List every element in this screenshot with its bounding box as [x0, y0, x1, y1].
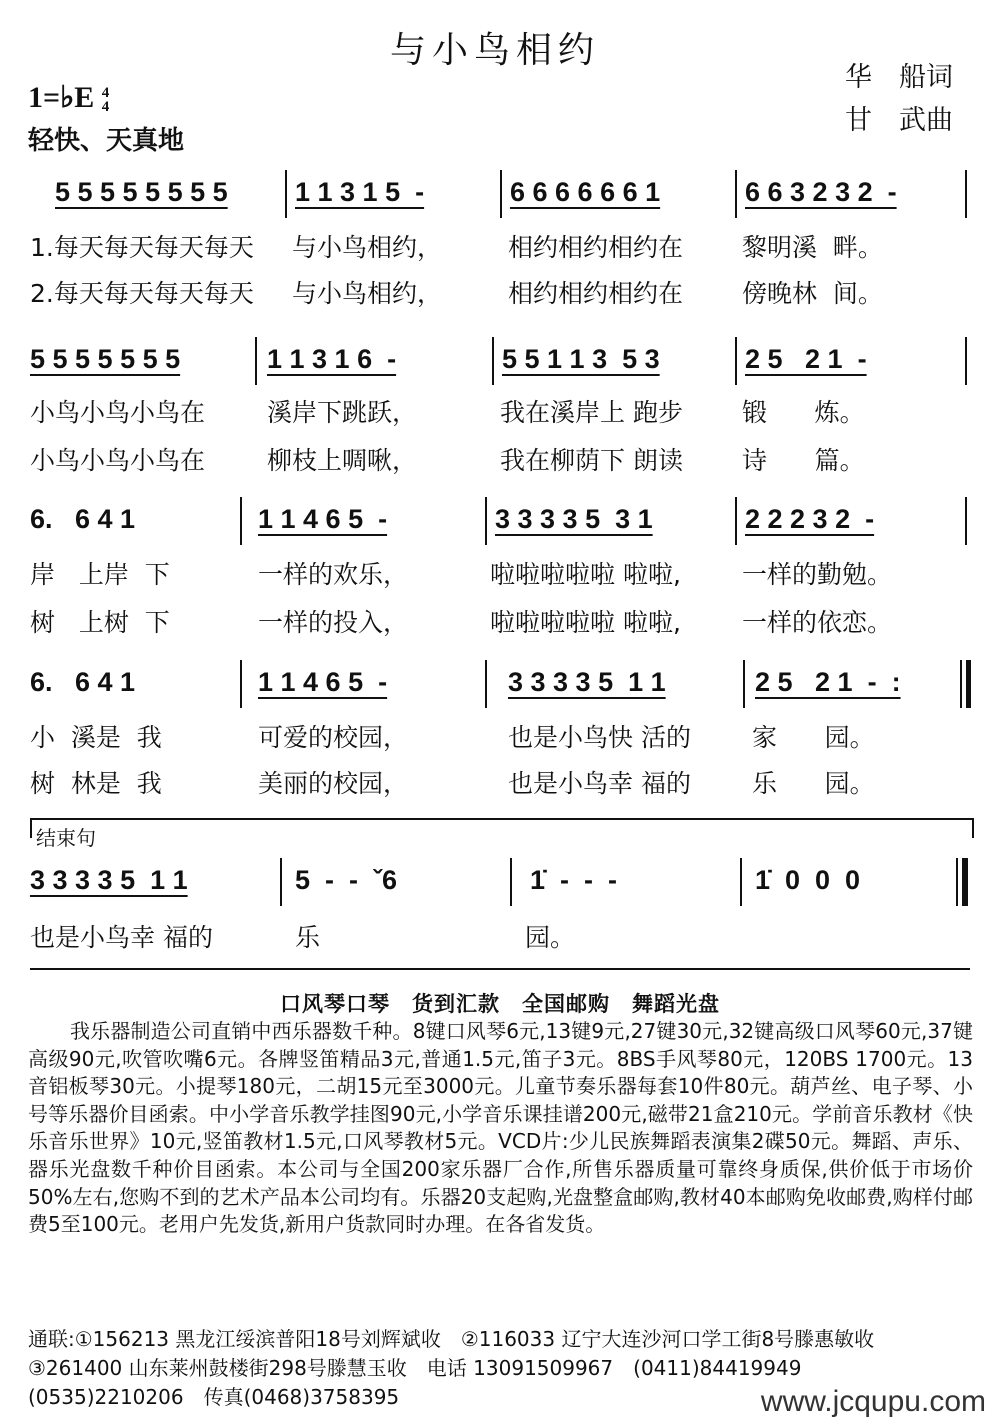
lyric: 锻 炼。 — [742, 398, 865, 427]
tempo-marking: 轻快、天真地 — [28, 126, 185, 156]
key-signature — [28, 80, 109, 115]
measure: 1̇ 0 0 0 — [755, 865, 861, 895]
lyric: 可爱的校园， — [258, 723, 409, 752]
measure: 1̇ - - - — [530, 865, 617, 895]
lyric: 2.每天每天每天每天 — [30, 279, 254, 308]
bar-line — [500, 170, 502, 218]
lyric: 我在溪岸上 跑步 — [500, 398, 683, 427]
watermark: www.jcqupu.com — [760, 1385, 986, 1418]
lyric: 乐 园。 — [752, 769, 875, 798]
repeat-bar-line — [960, 660, 962, 708]
lyrics-verse-2 — [30, 274, 970, 314]
measure: 6 6 3 2 3 2 - — [745, 177, 897, 207]
lyric: 溪岸下跳跃， — [267, 398, 418, 427]
lyric: 家 园。 — [752, 723, 875, 752]
lyric: 黎明溪 畔。 — [742, 233, 883, 262]
lyric: 与小鸟相约， — [292, 233, 443, 262]
bar-line — [485, 497, 487, 545]
lyric: 树 上树 下 — [30, 608, 170, 637]
lyric: 美丽的校园， — [258, 769, 409, 798]
bar-line — [743, 660, 745, 708]
bar-line — [280, 858, 282, 906]
bar-line — [240, 497, 242, 545]
measure: 3 3 3 3 5 1 1 — [30, 865, 188, 895]
bar-line — [735, 170, 737, 218]
measure: 2 5 2 1 - — [745, 344, 867, 374]
composer-credit: 甘 武曲 — [845, 105, 953, 136]
ad-contact: 通联:①156213 黑龙江绥滨普阳18号刘辉斌收 ②116033 辽宁大连沙河口学工街8号滕惠敏收 ③261400 山东莱州鼓楼街298号滕慧玉收 电话 13091509967 (0411)84419949 (0535)2210206 传真(0468)3758395 — [28, 1327, 895, 1409]
measure: 3 3 3 3 5 3 1 — [495, 504, 653, 534]
measure: 5 5 1 1 3 5 3 — [502, 344, 660, 374]
measure: 1 1 4 6 5 - — [258, 667, 388, 697]
ending-label: 结束句 — [36, 826, 96, 850]
repeat-bar-thick — [966, 660, 971, 708]
lyric: 一样的依恋。 — [742, 608, 893, 637]
lyric: 与小鸟相约， — [292, 279, 443, 308]
lyric: 相约相约相约在 — [508, 279, 684, 308]
lyric: 傍晚林 间。 — [742, 279, 883, 308]
time-bottom: 4 — [101, 99, 110, 116]
bar-line — [285, 170, 287, 218]
song-title: 与小鸟相约 — [390, 30, 601, 71]
measure: 5 5 5 5 5 5 5 — [30, 344, 181, 374]
lyric: 树 林是 我 — [30, 769, 162, 798]
measure: 3 3 3 3 5 1 1 — [508, 667, 666, 697]
measure: 6 6 6 6 6 6 1 — [510, 177, 661, 207]
measure: 2 5 2 1 - : — [755, 667, 901, 697]
measure: 2 2 2 3 2 - — [745, 504, 875, 534]
lyric: 乐 — [295, 923, 321, 952]
time-signature — [102, 86, 110, 114]
bar-line — [740, 858, 742, 906]
lyrics-verse-2 — [30, 441, 970, 481]
lyric: 小 溪是 我 — [30, 723, 162, 752]
measure: 1 1 3 1 6 - — [267, 344, 397, 374]
lyric: 园。 — [525, 923, 576, 952]
key: 1=♭E — [28, 81, 95, 114]
lyric: 一样的欢乐， — [258, 560, 409, 589]
lyrics-verse-1 — [30, 555, 970, 595]
lyricist-credit: 华 船词 — [845, 62, 953, 93]
bar-line — [510, 858, 512, 906]
lyric: 啦啦啦啦啦 啦啦, — [490, 608, 681, 637]
lyric: 岸 上岸 下 — [30, 560, 170, 589]
lyric: 也是小鸟幸 福的 — [508, 769, 691, 798]
bar-line — [255, 337, 257, 385]
measure: 1 1 3 1 5 - — [295, 177, 425, 207]
bar-line — [492, 337, 494, 385]
bar-line — [735, 497, 737, 545]
lyrics-verse-2 — [30, 764, 970, 804]
bar-line — [965, 170, 967, 218]
bar-line — [735, 337, 737, 385]
ad-title: 口风琴口琴 货到汇款 全国邮购 舞蹈光盘 — [280, 992, 720, 1016]
lyric: 小鸟小鸟小鸟在 — [30, 398, 206, 427]
lyric: 啦啦啦啦啦 啦啦, — [490, 560, 681, 589]
measure: 6. 6 4 1 — [30, 504, 136, 534]
bar-line — [485, 660, 487, 708]
lyric: 也是小鸟幸 福的 — [30, 923, 213, 952]
lyric: 诗 篇。 — [742, 446, 865, 475]
lyric: 相约相约相约在 — [508, 233, 684, 262]
lyrics-verse-1 — [30, 393, 970, 433]
lyric: 柳枝上啁啾， — [267, 446, 418, 475]
measure: 5 5 5 5 5 5 5 5 — [55, 177, 228, 207]
time-top: 4 — [101, 85, 110, 102]
ad-body: 我乐器制造公司直销中西乐器数千种。8键口风琴6元,13键9元,27键30元,32键高级口风琴60元,37键高级90元,吹管吹嘴6元。各牌竖笛精品3元,普通1.5元,笛子3元。8BS手风琴80元，120BS 1700元。13音铝板琴30元。小提琴180元，二胡15元至3000元。儿童节奏乐器每套10件80元。葫芦丝、电子琴、小号等乐器价目函索。中小学音乐教学挂图90元,小学音乐课挂谱200元,磁带21盒210元。学前音乐教材《快乐音乐世界》10元,竖笛教材1.5元,口风琴教材5元。VCD片:少儿民族舞蹈表演集2碟50元。舞蹈、声乐、器乐光盘数千种价目函索。本公司与全国200家乐器厂合作,所售乐器质量可靠终身质保,供价低于市场价50%左右,您购不到的艺术产品本公司均有。乐器20支起购,光盘整盒邮购,教材40本邮购免收邮费,购样付邮费5至100元。老用户先发货,新用户货款同时办理。在各省发货。 — [28, 1019, 973, 1237]
bar-line — [965, 337, 967, 385]
divider — [30, 968, 970, 970]
ending-bracket — [30, 818, 974, 838]
lyric: 我在柳荫下 朗读 — [500, 446, 683, 475]
measure: 5 - - ˇ6 — [295, 865, 398, 895]
lyrics-ending — [30, 918, 970, 958]
bar-line — [240, 660, 242, 708]
lyrics-verse-2 — [30, 603, 970, 643]
bar-line — [965, 497, 967, 545]
lyrics-verse-1 — [30, 228, 970, 268]
lyrics-verse-1 — [30, 718, 970, 758]
measure: 6. 6 4 1 — [30, 667, 136, 697]
lyric: 一样的投入， — [258, 608, 409, 637]
lyric: 一样的勤勉。 — [742, 560, 893, 589]
lyric: 1.每天每天每天每天 — [30, 233, 254, 262]
lyric: 也是小鸟快 活的 — [508, 723, 691, 752]
lyric: 小鸟小鸟小鸟在 — [30, 446, 206, 475]
final-bar-thick — [962, 858, 968, 906]
final-bar-thin — [956, 858, 958, 906]
measure: 1 1 4 6 5 - — [258, 504, 388, 534]
